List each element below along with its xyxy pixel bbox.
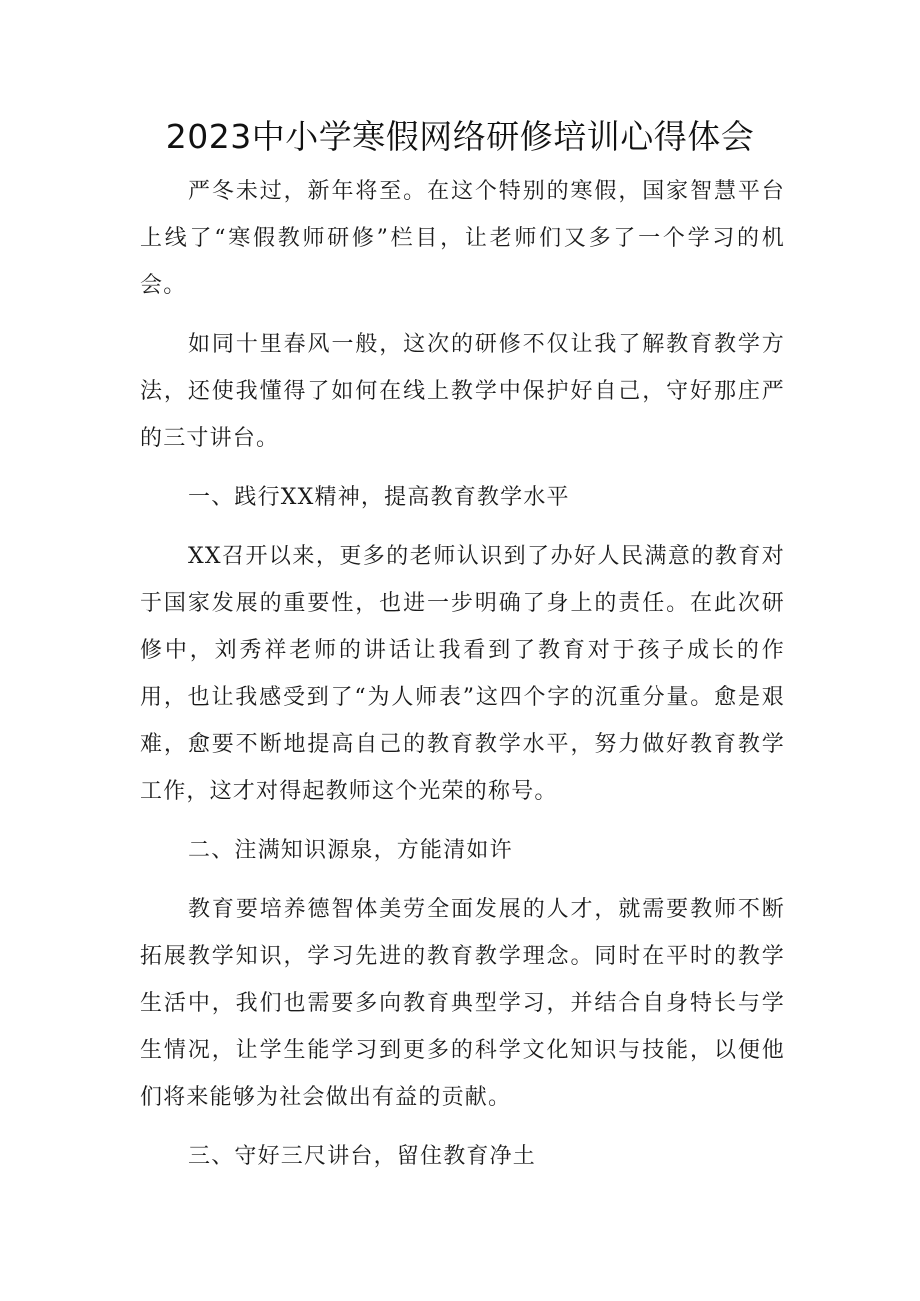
document-title: 2023中小学寒假网络研修培训心得体会 (165, 117, 755, 156)
paragraph-spring-breeze: 如同十里春风一般，这次的研修不仅让我了解教育教学方法，还使我懂得了如何在线上教学中保护好自己，守好那庄严的三寸讲台。 (140, 332, 785, 451)
paragraph-section-1: XX召开以来，更多的老师认识到了办好人民满意的教育对于国家发展的重要性，也进一步明确了身上的责任。在此次研修中，刘秀祥老师的讲话让我看到了教育对于孩子成长的作用，也让我感受到了“为人师表”这四个字的沉重分量。愈是艰难，愈要不断地提高自己的教育教学水平，努力做好教育教学工作，这才对得起教师这个光荣的称号。 (140, 544, 785, 804)
section-heading-2: 二、注满知识源泉，方能清如许 (188, 838, 513, 863)
paragraph-intro: 严冬未过，新年将至。在这个特别的寒假，国家智慧平台上线了“寒假教师研修”栏目，让老师们又多了一个学习的机会。 (140, 179, 785, 298)
document-body (140, 168, 785, 1192)
section-heading-3: 三、守好三尺讲台，留住教育净土 (188, 1144, 537, 1169)
section-heading-1: 一、践行XX精神，提高教育教学水平 (188, 485, 570, 510)
paragraph-section-2: 教育要培养德智体美劳全面发展的人才，就需要教师不断拓展教学知识，学习先进的教育教学理念。同时在平时的教学生活中，我们也需要多向教育典型学习，并结合自身特长与学生情况，让学生能学习到更多的科学文化知识与技能，以便他们将来能够为社会做出有益的贡献。 (140, 897, 785, 1110)
